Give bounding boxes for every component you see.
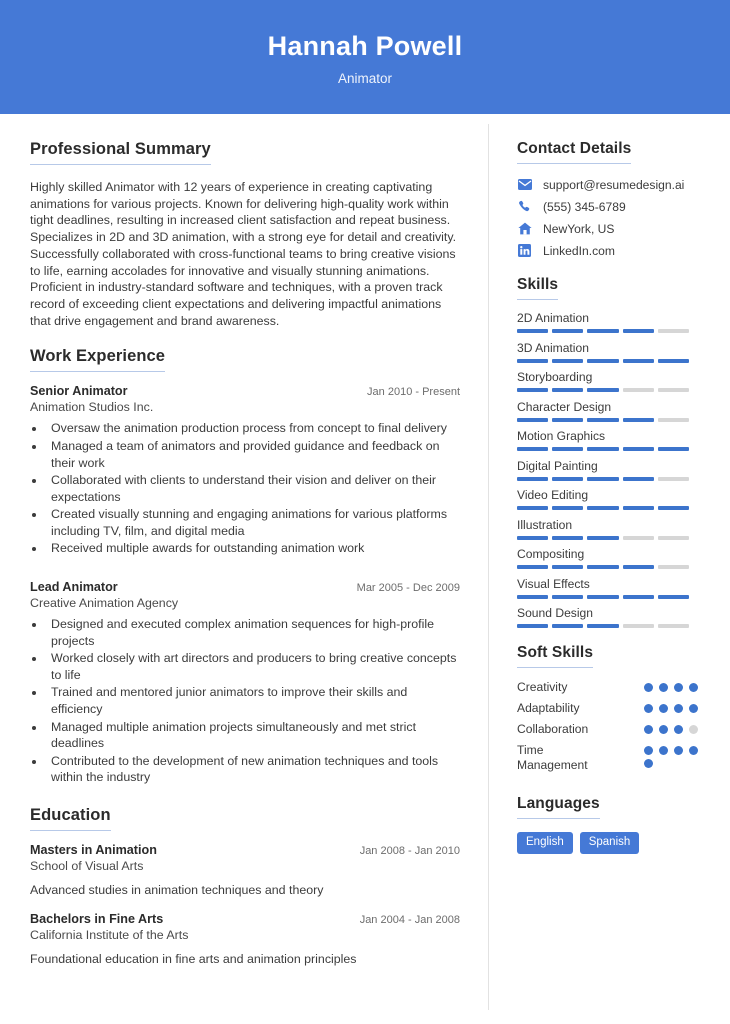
experience-date-range: Jan 2010 - Present [367,386,460,399]
skill-label: 3D Animation [517,340,589,355]
experience-bullet: • Contributed to the development of new animation techniques and tools within the industry [46,753,460,786]
experience-bullet: • Worked closely with art directors and producers to bring creative concepts to life [46,650,460,683]
skill-segment [552,418,583,422]
soft-skill-dot [689,746,698,755]
contact-location-text: NewYork, US [543,221,615,236]
skill-segment [623,624,654,628]
skill-segment [517,418,548,422]
skill-item [517,488,708,510]
skill-segment [552,624,583,628]
section-contact-details [517,140,708,258]
soft-skill-rating-dots [644,680,708,692]
soft-skill-dot [689,683,698,692]
skill-item [517,400,708,422]
skill-segment [587,536,618,540]
skill-segment [587,506,618,510]
skill-segment [587,388,618,392]
skill-segment [587,418,618,422]
soft-skill-item [517,722,708,737]
skill-segment [658,565,689,569]
language-tag[interactable]: English [517,832,573,854]
soft-skill-dot [659,725,668,734]
skill-label: Character Design [517,399,612,414]
section-heading-education: Education [30,806,111,831]
contact-item-location[interactable] [517,221,708,236]
section-education [30,806,460,967]
skill-item [517,577,708,599]
skill-item [517,547,708,569]
skill-segment [552,536,583,540]
contact-phone-text: (555) 345-6789 [543,199,626,214]
skill-segment [517,447,548,451]
experience-date-range: Mar 2005 - Dec 2009 [356,582,460,595]
soft-skill-label: Time Management [517,743,588,772]
skill-segment [658,359,689,363]
skill-segment [623,536,654,540]
skill-rating-bar [517,477,689,481]
soft-skill-dot [659,746,668,755]
soft-skill-dot [644,759,653,768]
section-languages [517,795,708,854]
soft-skill-dot [659,683,668,692]
skill-rating-bar [517,329,689,333]
section-heading-experience: Work Experience [30,347,165,372]
skill-label: Visual Effects [517,576,590,591]
skill-segment [658,388,689,392]
section-work-experience [30,347,460,786]
skill-label: Motion Graphics [517,429,606,443]
education-degree: Masters in Animation [30,843,157,858]
skill-segment [658,418,689,422]
education-entry [30,843,460,898]
section-soft-skills [517,644,708,773]
skill-segment [587,477,618,481]
skill-item [517,311,708,333]
skill-segment [517,624,548,628]
soft-skill-rating-dots [644,722,708,734]
skill-segment [587,447,618,451]
skill-segment [517,595,548,599]
skill-segment [587,359,618,363]
soft-skills-list [517,680,708,773]
skill-label: Compositing [517,547,585,561]
soft-skill-dot [644,704,653,713]
skill-segment [587,595,618,599]
skill-rating-bar [517,565,689,569]
sidebar-column [489,114,730,1024]
experience-bullet-list [46,616,460,786]
skill-segment [552,359,583,363]
skill-segment [658,506,689,510]
skill-label: Video Editing [517,488,589,502]
skill-item [517,341,708,363]
summary-text: Highly skilled Animator with 12 years of experience in creating captivating animations for various projects. Known for delivering high-quality work within tight deadlines, resulting in increased client satisfaction and repeat business. Specializes in 2D and 3D animation, with a strong eye for detail and creativity. Successfully collaborated with cross-functional teams to bring creative visions to life, earning accolades for innovative and visually stunning animations. Proficient in industry-standard software and techniques, with a proven track record of exceeding client expectations and delivering impactful animations that drive engagement and brand awareness. [30,180,457,328]
skill-item [517,518,708,540]
skill-segment [552,506,583,510]
experience-bullet: • Managed a team of animators and provided guidance and feedback on their work [46,438,460,471]
experience-bullet: • Oversaw the animation production process from concept to final delivery [46,420,460,437]
education-degree: Bachelors in Fine Arts [30,912,164,927]
candidate-role: Animator [337,70,393,86]
skill-segment [658,447,689,451]
skill-item [517,459,708,481]
contact-item-phone[interactable] [517,199,708,214]
skill-segment [623,418,654,422]
skill-segment [623,477,654,481]
experience-entry-head [30,384,460,398]
skill-segment [623,388,654,392]
languages-list [517,832,708,854]
skill-segment [658,624,689,628]
resume-header [0,0,730,114]
skill-segment [517,388,548,392]
soft-skill-dot [689,704,698,713]
experience-bullet: • Managed multiple animation projects simultaneously and met strict deadlines [46,719,460,752]
section-heading-summary: Professional Summary [30,140,211,165]
education-entry-head [30,912,460,926]
experience-bullet: • Designed and executed complex animation sequences for high-profile projects [46,616,460,649]
soft-skill-dot [674,725,683,734]
education-date-range: Jan 2008 - Jan 2010 [359,845,460,858]
education-entry-head [30,843,460,857]
section-skills [517,276,708,628]
main-column [0,114,488,1024]
skill-rating-bar [517,506,689,510]
skill-segment [552,388,583,392]
soft-skill-item [517,680,708,695]
soft-skill-dot [644,725,653,734]
experience-job-title: Lead Animator [30,580,118,595]
skill-segment [623,506,654,510]
language-tag[interactable]: Spanish [580,832,640,854]
skill-rating-bar [517,624,689,628]
experience-bullet-list [46,420,460,557]
experience-entry [30,580,460,786]
soft-skill-dot [674,746,683,755]
skill-segment [517,477,548,481]
soft-skill-label: Adaptability [517,701,580,715]
experience-job-title: Senior Animator [30,384,128,399]
skill-segment [658,477,689,481]
education-date-range: Jan 2004 - Jan 2008 [359,914,460,927]
resume-body [0,114,730,1024]
soft-skill-item [517,743,708,773]
skill-rating-bar [517,536,689,540]
skill-segment [517,506,548,510]
education-description: Foundational education in fine arts and animation principles [30,952,357,967]
soft-skill-label: Creativity [517,680,568,694]
skill-label: Digital Painting [517,458,598,473]
skill-segment [552,565,583,569]
soft-skill-item [517,701,708,716]
candidate-name: Hannah Powell [267,31,463,62]
contact-item-linkedin[interactable] [517,243,708,258]
skill-rating-bar [517,447,689,451]
skill-segment [552,447,583,451]
soft-skill-dot [674,683,683,692]
contact-item-email[interactable] [517,177,708,192]
section-heading-contact: Contact Details [517,140,631,164]
skill-segment [587,329,618,333]
experience-bullet: • Trained and mentored junior animators to improve their skills and efficiency [46,684,460,717]
soft-skill-rating-dots [644,743,708,768]
section-heading-languages: Languages [517,795,600,819]
phone-icon [517,199,532,214]
soft-skill-label: Collaboration [517,722,589,736]
email-icon [517,177,532,192]
skill-rating-bar [517,595,689,599]
skill-segment [623,565,654,569]
soft-skill-dot [644,683,653,692]
education-description: Advanced studies in animation techniques and theory [30,883,324,898]
skill-segment [517,536,548,540]
skill-segment [517,359,548,363]
education-school: School of Visual Arts [30,859,144,874]
skill-rating-bar [517,388,689,392]
section-heading-skills: Skills [517,276,558,300]
skill-label: 2D Animation [517,311,589,325]
experience-company: Creative Animation Agency [30,596,179,611]
soft-skill-dot [659,704,668,713]
skill-segment [587,565,618,569]
soft-skill-dot [689,725,698,734]
experience-entry-head [30,580,460,594]
experience-bullet: • Collaborated with clients to understand their vision and deliver on their expectations [46,472,460,505]
skill-segment [552,329,583,333]
skill-segment [552,595,583,599]
skill-segment [587,624,618,628]
contact-list [517,177,708,258]
skill-segment [623,329,654,333]
soft-skill-dot [644,746,653,755]
skill-segment [623,447,654,451]
home-icon [517,221,532,236]
skill-segment [623,359,654,363]
education-entry [30,912,460,967]
soft-skill-dot [674,704,683,713]
entry-spacer [30,558,460,568]
skill-rating-bar [517,359,689,363]
skill-segment [658,536,689,540]
skill-label: Sound Design [517,606,593,620]
skill-segment [517,329,548,333]
linkedin-icon [517,243,532,258]
experience-bullet: • Received multiple awards for outstanding animation work [46,540,460,557]
contact-linkedin-text: LinkedIn.com [543,243,615,258]
soft-skill-rating-dots [644,701,708,713]
skill-rating-bar [517,418,689,422]
skill-segment [623,595,654,599]
section-professional-summary [30,140,460,329]
skills-list [517,311,708,628]
skill-segment [658,595,689,599]
section-heading-soft-skills: Soft Skills [517,644,593,668]
contact-email-text: support@resumedesign.ai [543,177,685,192]
experience-bullet: • Created visually stunning and engaging animations for various platforms including TV, film, and digital media [46,506,460,539]
skill-label: Illustration [517,517,573,532]
education-school: California Institute of the Arts [30,928,189,943]
skill-item [517,429,708,451]
skill-segment [552,477,583,481]
skill-label: Storyboarding [517,370,593,384]
skill-segment [658,329,689,333]
experience-company: Animation Studios Inc. [30,400,154,415]
skill-item [517,370,708,392]
skill-item [517,606,708,628]
skill-segment [517,565,548,569]
experience-entry [30,384,460,557]
